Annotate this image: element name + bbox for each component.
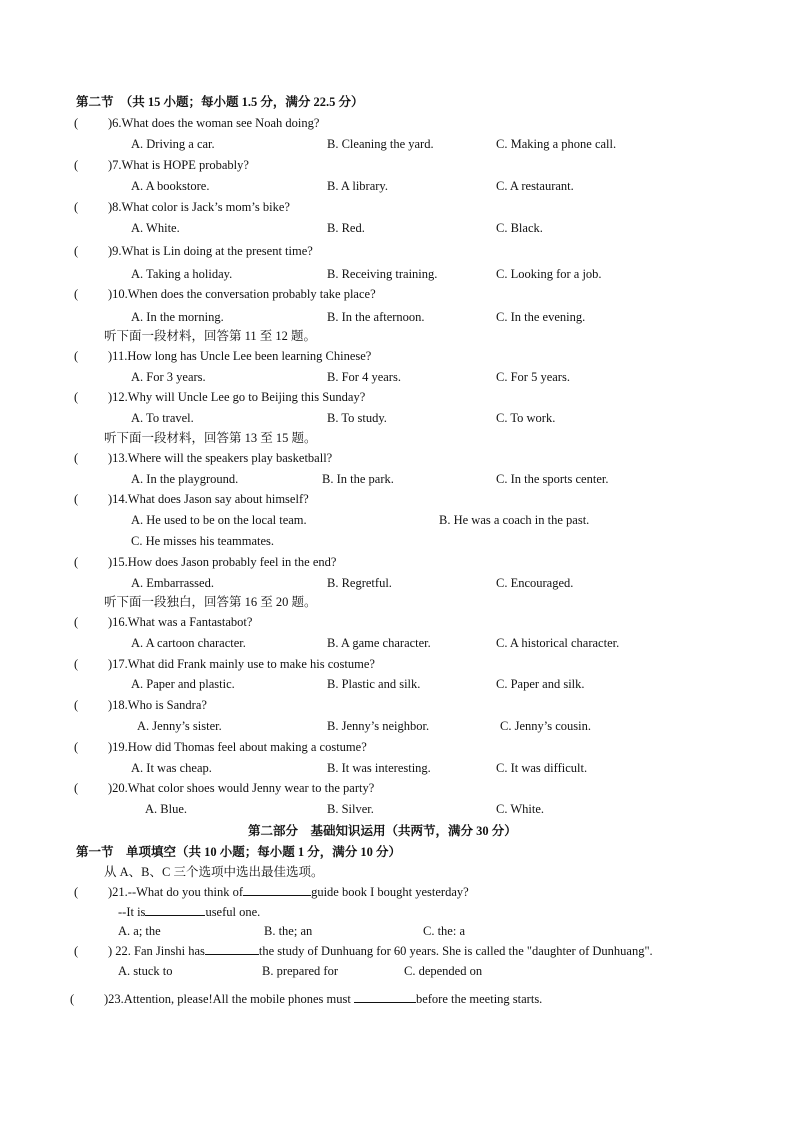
option-a: A. Embarrassed. bbox=[131, 576, 214, 590]
question-6: ( )6.What does the woman see Noah doing? bbox=[74, 116, 320, 130]
option-a: A. In the playground. bbox=[131, 472, 239, 486]
option-c: C. A restaurant. bbox=[496, 179, 574, 193]
option-a: A. Taking a holiday. bbox=[131, 267, 233, 281]
option-b: B. For 4 years. bbox=[327, 370, 401, 384]
option-b: B. A library. bbox=[327, 179, 388, 193]
option-b: B. Plastic and silk. bbox=[327, 677, 421, 691]
question-7: ( )7.What is HOPE probably? bbox=[74, 158, 249, 172]
section-header: 第一节 单项填空（共 10 小题；每小题 1 分，满分 10 分） bbox=[76, 845, 402, 859]
question-16: ( )16.What was a Fantastabot? bbox=[74, 615, 253, 629]
question-8: ( )8.What color is Jack’s mom’s bike? bbox=[74, 200, 290, 214]
question-13: ( )13.Where will the speakers play basketball? bbox=[74, 451, 333, 465]
option-a: A. A bookstore. bbox=[131, 179, 210, 193]
option-c: C. A historical character. bbox=[496, 636, 620, 650]
option-b: B. In the park. bbox=[322, 472, 394, 486]
option-c: C. It was difficult. bbox=[496, 761, 588, 775]
option-c: C. In the evening. bbox=[496, 310, 586, 324]
option-c: C. Paper and silk. bbox=[496, 677, 585, 691]
option-c: C. Encouraged. bbox=[496, 576, 574, 590]
question-21-line2: --It is useful one. bbox=[118, 905, 261, 919]
question-21: ( )21.--What do you think of guide book I bought yesterday? bbox=[74, 885, 469, 899]
question-11: ( )11.How long has Uncle Lee been learning Chinese? bbox=[74, 349, 372, 363]
part-header: 第二部分 基础知识运用（共两节，满分 30 分） bbox=[248, 824, 517, 838]
option-c: C. Making a phone call. bbox=[496, 137, 617, 151]
option-c: C. In the sports center. bbox=[496, 472, 609, 486]
option-c: C. For 5 years. bbox=[496, 370, 570, 384]
answer-blank bbox=[243, 884, 311, 896]
answer-blank bbox=[205, 943, 259, 955]
option-b: B. Regretful. bbox=[327, 576, 392, 590]
option-c: C. the: a bbox=[423, 924, 466, 938]
question-17: ( )17.What did Frank mainly use to make his costume? bbox=[74, 657, 375, 671]
option-a: A. Jenny’s sister. bbox=[137, 719, 222, 733]
option-b: B. Receiving training. bbox=[327, 267, 438, 281]
option-a: A. a; the bbox=[118, 924, 161, 938]
option-a: A. Paper and plastic. bbox=[131, 677, 235, 691]
instruction: 从 A、B、C 三个选项中选出最佳选项。 bbox=[104, 865, 324, 879]
question-10: ( )10.When does the conversation probably take place? bbox=[74, 287, 376, 301]
option-a: A. It was cheap. bbox=[131, 761, 212, 775]
question-23: ( )23.Attention, please!All the mobile phones must before the meeting starts. bbox=[70, 992, 543, 1006]
option-a: A. White. bbox=[131, 221, 180, 235]
option-b: B. the; an bbox=[264, 924, 313, 938]
option-c: C. depended on bbox=[404, 964, 483, 978]
answer-blank bbox=[354, 991, 416, 1003]
instruction-11-12: 听下面一段材料，回答第 11 至 12 题。 bbox=[104, 329, 317, 343]
option-b: B. Jenny’s neighbor. bbox=[327, 719, 430, 733]
option-a: A. A cartoon character. bbox=[131, 636, 246, 650]
option-a: A. stuck to bbox=[118, 964, 173, 978]
question-18: ( )18.Who is Sandra? bbox=[74, 698, 207, 712]
option-a: A. To travel. bbox=[131, 411, 194, 425]
question-14: ( )14.What does Jason say about himself? bbox=[74, 492, 309, 506]
option-b: B. It was interesting. bbox=[327, 761, 431, 775]
question-12: ( )12.Why will Uncle Lee go to Beijing this Sunday? bbox=[74, 390, 366, 404]
option-b: B. A game character. bbox=[327, 636, 431, 650]
option-c: C. Looking for a job. bbox=[496, 267, 602, 281]
option-a: A. Blue. bbox=[145, 802, 188, 816]
option-c: C. Black. bbox=[496, 221, 543, 235]
question-15: ( )15.How does Jason probably feel in the end? bbox=[74, 555, 337, 569]
option-a: A. He used to be on the local team. bbox=[131, 513, 307, 527]
option-a: A. For 3 years. bbox=[131, 370, 206, 384]
question-19: ( )19.How did Thomas feel about making a costume? bbox=[74, 740, 367, 754]
option-c: C. Jenny’s cousin. bbox=[500, 719, 591, 733]
question-20: ( )20.What color shoes would Jenny wear to the party? bbox=[74, 781, 375, 795]
option-a: A. Driving a car. bbox=[131, 137, 215, 151]
option-b: B. Cleaning the yard. bbox=[327, 137, 434, 151]
answer-blank bbox=[145, 904, 205, 916]
option-c: C. To work. bbox=[496, 411, 556, 425]
option-b: B. He was a coach in the past. bbox=[439, 513, 590, 527]
option-b: B. In the afternoon. bbox=[327, 310, 425, 324]
question-22: ( ) 22. Fan Jinshi has the study of Dunhuang for 60 years. She is called the "daughter of Dunhuang". bbox=[74, 944, 653, 958]
option-b: B. Red. bbox=[327, 221, 365, 235]
option-c: C. He misses his teammates. bbox=[131, 534, 275, 548]
option-b: B. prepared for bbox=[262, 964, 339, 978]
section-header: 第二节 （共 15 小题；每小题 1.5 分，满分 22.5 分） bbox=[76, 95, 364, 109]
instruction-13-15: 听下面一段材料，回答第 13 至 15 题。 bbox=[104, 431, 317, 445]
option-a: A. In the morning. bbox=[131, 310, 224, 324]
option-b: B. Silver. bbox=[327, 802, 374, 816]
option-b: B. To study. bbox=[327, 411, 387, 425]
option-c: C. White. bbox=[496, 802, 545, 816]
question-9: ( )9.What is Lin doing at the present time? bbox=[74, 244, 313, 258]
instruction-16-20: 听下面一段独白，回答第 16 至 20 题。 bbox=[104, 595, 317, 609]
